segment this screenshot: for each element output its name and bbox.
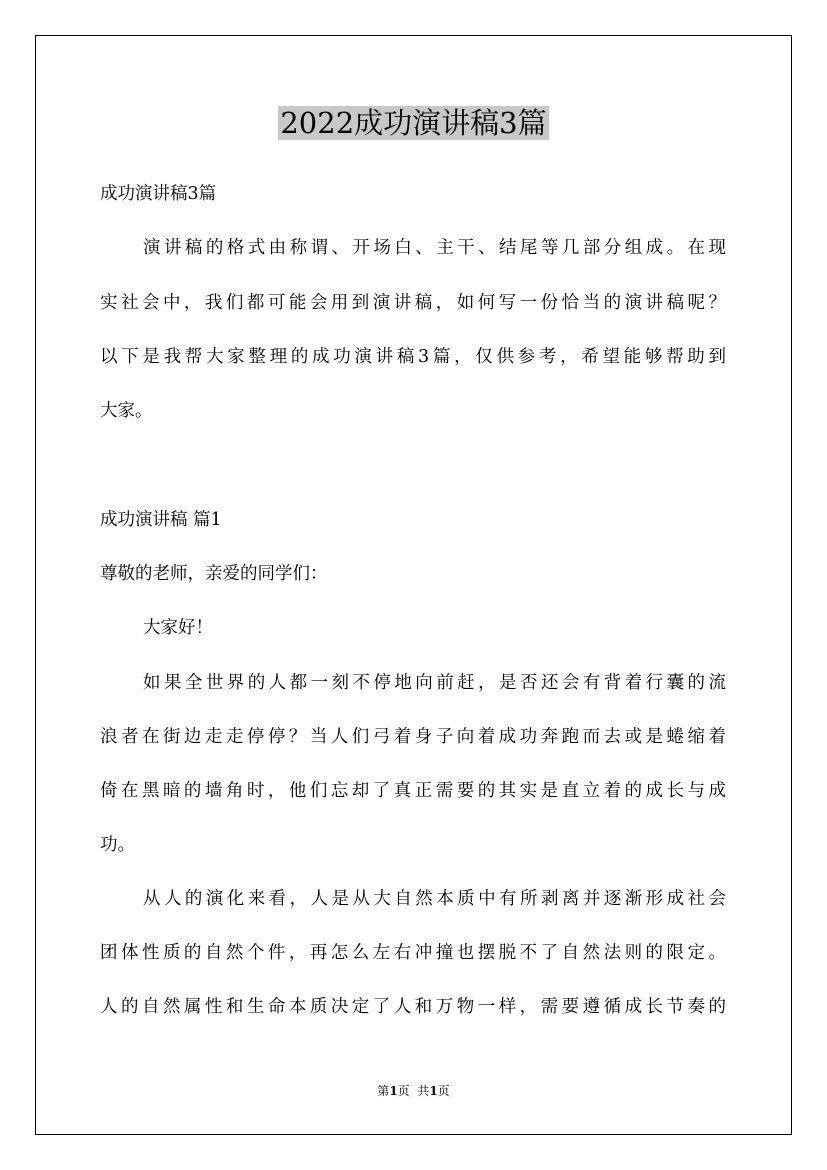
paragraph-line: 倚在黑暗的墙角时，他们忘却了真正需要的其实是直立着的成长与成 [100, 781, 726, 801]
paragraph-line: 功。 [100, 835, 135, 855]
paragraph-line: 如果全世界的人都一刻不停地向前赶，是否还会有背着行囊的流 [143, 673, 726, 693]
footer-mid: 页 共 [397, 1084, 430, 1098]
page-footer [0, 1083, 827, 1099]
footer-total-pages: 1 [429, 1084, 438, 1098]
document-title [0, 102, 827, 144]
document-title-text: 2022成功演讲稿3篇 [280, 106, 547, 140]
paragraph-line: 团体性质的自然个件，再怎么左右冲撞也摆脱不了自然法则的限定。 [100, 943, 726, 963]
footer-suffix: 页 [437, 1084, 450, 1098]
paragraph-line: 浪者在街边走走停停？当人们弓着身子向着成功奔跑而去或是蜷缩着 [100, 727, 726, 747]
intro-line: 大家。 [100, 401, 153, 421]
intro-line: 实社会中，我们都可能会用到演讲稿，如何写一份恰当的演讲稿呢？ [100, 293, 726, 313]
intro-line: 以下是我帮大家整理的成功演讲稿3篇，仅供参考，希望能够帮助到 [100, 347, 726, 367]
footer-prefix: 第 [377, 1084, 390, 1098]
section-heading: 成功演讲稿 篇1 [100, 510, 222, 530]
salutation: 尊敬的老师，亲爱的同学们： [100, 564, 328, 584]
greeting: 大家好！ [143, 618, 213, 638]
footer-page-number: 1 [389, 1084, 398, 1098]
paragraph-line: 人的自然属性和生命本质决定了人和万物一样，需要遵循成长节奏的 [100, 997, 726, 1017]
subtitle: 成功演讲稿3篇 [100, 184, 217, 204]
paragraph-line: 从人的演化来看，人是从大自然本质中有所剥离并逐渐形成社会 [143, 889, 726, 909]
intro-line: 演讲稿的格式由称谓、开场白、主干、结尾等几部分组成。在现 [143, 238, 726, 258]
